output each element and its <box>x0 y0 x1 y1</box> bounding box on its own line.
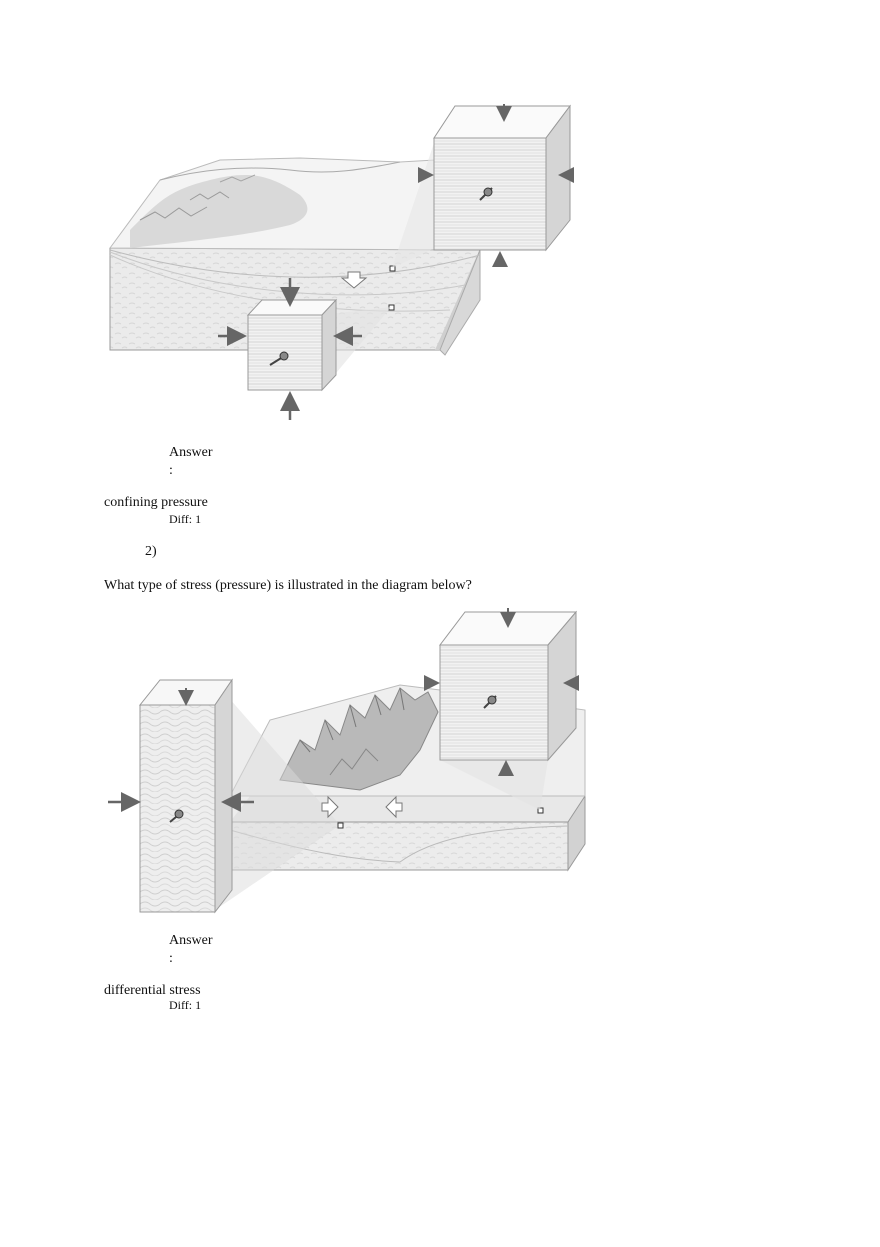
differential-stress-diagram <box>100 600 590 920</box>
confining-pressure-diagram <box>100 100 580 430</box>
q1-answer-colon: : <box>169 463 173 478</box>
q1-answer-text: confining pressure <box>104 495 208 510</box>
lower-sample-cube <box>248 300 336 390</box>
q2-answer-label: Answer <box>169 933 213 948</box>
q1-answer-label: Answer <box>169 445 213 460</box>
q2-question: What type of stress (pressure) is illustrated in the diagram below? <box>104 578 472 593</box>
upper-sample-cube <box>440 612 576 760</box>
folded-sample-block <box>140 680 232 912</box>
q2-difficulty: Diff: 1 <box>169 998 202 1012</box>
q2-number: 2) <box>145 544 157 559</box>
q1-difficulty: Diff: 1 <box>169 512 202 526</box>
q2-answer-text: differential stress <box>104 983 201 998</box>
upper-sample-cube <box>434 106 570 250</box>
q2-answer-colon: : <box>169 951 173 966</box>
